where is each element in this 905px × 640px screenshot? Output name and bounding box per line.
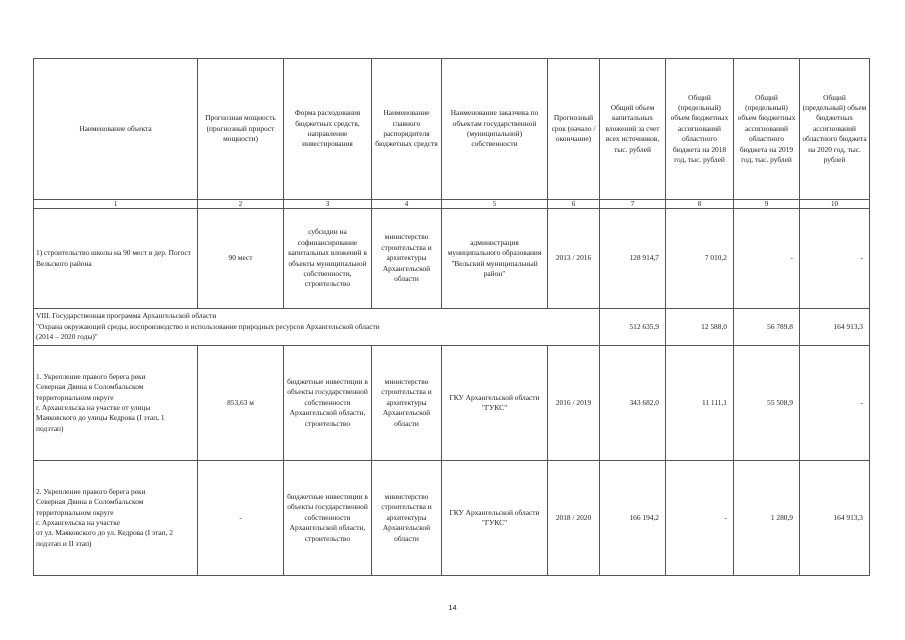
term-cell: 2018 / 2020 [548, 461, 600, 576]
year-2020-cell: - [800, 209, 870, 309]
header-cell: Общий (предельный) объем бюджетных ассигнований областного бюджета на 2020 год, тыс. рублей [800, 59, 870, 200]
capacity-cell: 853,63 м [198, 346, 284, 461]
header-cell: Прогнозный срок (начало / окончание) [548, 59, 600, 200]
object-name-line: Северная Двина в Соломбальском [36, 382, 144, 392]
header-cell: Общий (предельный) объем бюджетных ассигнований областного бюджета на 2018 год, тыс. рублей [666, 59, 734, 200]
object-name-line: подэтап) [36, 423, 64, 433]
year-2018-cell: 12 588,0 [666, 309, 734, 346]
year-2019-cell: 1 280,9 [734, 461, 800, 576]
program-title-line: VIII. Государственная программа Архангельской области [36, 311, 217, 321]
column-number: 4 [372, 200, 442, 209]
header-cell: Наименование главного распорядителя бюджетных средств [372, 59, 442, 200]
table-row [34, 346, 870, 461]
object-name-line: Маяковского до улицы Кедрова (I этап, 1 [36, 413, 165, 423]
object-name-line: подэтап и II этап) [36, 538, 92, 548]
object-name-line: от ул. Маяковского до ул. Кедрова (I этап, 2 [36, 528, 173, 538]
header-cell: Общий (предельный) объем бюджетных ассигнований областного бюджета на 2019 год, тыс. рублей [734, 59, 800, 200]
term-cell: 2016 / 2019 [548, 346, 600, 461]
page-number: 14 [448, 603, 457, 612]
form-cell: субсидии на софинансирование капитальных вложений в объекты муниципальной собственности, строительство [284, 209, 372, 309]
column-number: 5 [442, 200, 548, 209]
manager-cell: министерство строительства и архитектуры Архангельской области [372, 346, 442, 461]
column-number: 9 [734, 200, 800, 209]
year-2020-cell: 164 913,3 [800, 309, 870, 346]
header-cell: Наименование объекта [34, 59, 198, 200]
object-name [34, 346, 198, 461]
year-2019-cell: 56 789,8 [734, 309, 800, 346]
total-cell: 166 194,2 [600, 461, 666, 576]
object-name-line: г. Архангельска на участке от улицы [36, 403, 151, 412]
capacity-cell: 90 мест [198, 209, 284, 309]
object-name-line: территориальном округе [36, 507, 114, 517]
term-cell: 2013 / 2016 [548, 209, 600, 309]
column-number: 6 [548, 200, 600, 209]
program-title-line: (2014 – 2020 годы)" [36, 332, 98, 342]
manager-cell: министерство строительства и архитектуры Архангельской области [372, 461, 442, 576]
year-2019-cell: 55 508,9 [734, 346, 800, 461]
column-number-row [34, 200, 870, 209]
form-cell: бюджетные инвестиции в объекты государственной собственности Архангельской области, строительство [284, 346, 372, 461]
manager-cell: министерство строительства и архитектуры Архангельской области [372, 209, 442, 309]
table-row [34, 209, 870, 309]
year-2020-cell: - [800, 346, 870, 461]
form-cell: бюджетные инвестиции в объекты государственной собственности Архангельской области, строительство [284, 461, 372, 576]
total-cell: 343 682,0 [600, 346, 666, 461]
header-cell: Прогнозная мощность (прогнозный прирост мощности) [198, 59, 284, 200]
object-name-line: территориальном округе [36, 392, 114, 402]
object-name-line: Северная Двина в Соломбальском [36, 497, 144, 507]
object-name [34, 461, 198, 576]
year-2020-cell: 164 913,3 [800, 461, 870, 576]
investment-table [33, 58, 870, 576]
header-cell: Наименование заказчика по объектам государственной (муниципальной) собственности [442, 59, 548, 200]
column-number: 2 [198, 200, 284, 209]
capacity-cell: - [198, 461, 284, 576]
year-2018-cell: 11 111,1 [666, 346, 734, 461]
header-cell: Общий объем капитальных вложений за счет всех источников, тыс. рублей [600, 59, 666, 200]
customer-cell: ГКУ Архангельской области "ГУКС" [442, 461, 548, 576]
column-number: 10 [800, 200, 870, 209]
column-number: 3 [284, 200, 372, 209]
object-name: 1) строительство школы на 90 мест в дер. Погост Вельского района [34, 209, 198, 309]
total-cell: 512 635,9 [600, 309, 666, 346]
program-title [34, 309, 600, 346]
program-title-line: "Охрана окружающей среды, воспроизводство и использование природных ресурсов Архангельской области [36, 321, 380, 331]
object-name-line: 2. Укрепление правого берега реки [36, 486, 146, 496]
table-row [34, 461, 870, 576]
program-row [34, 309, 870, 346]
header-row [34, 59, 870, 200]
header-cell: Форма расходования бюджетных средств, направление инвестирования [284, 59, 372, 200]
customer-cell: ГКУ Архангельской области "ГУКС" [442, 346, 548, 461]
column-number: 7 [600, 200, 666, 209]
total-cell: 128 914,7 [600, 209, 666, 309]
year-2018-cell: 7 010,2 [666, 209, 734, 309]
customer-cell: администрация муниципального образования "Вельский муниципальный район" [442, 209, 548, 309]
object-name-line: г. Архангельска на участке [36, 518, 120, 527]
year-2019-cell: - [734, 209, 800, 309]
year-2018-cell: - [666, 461, 734, 576]
column-number: 8 [666, 200, 734, 209]
column-number: 1 [34, 200, 198, 209]
object-name-line: 1. Укрепление правого берега реки [36, 371, 146, 381]
